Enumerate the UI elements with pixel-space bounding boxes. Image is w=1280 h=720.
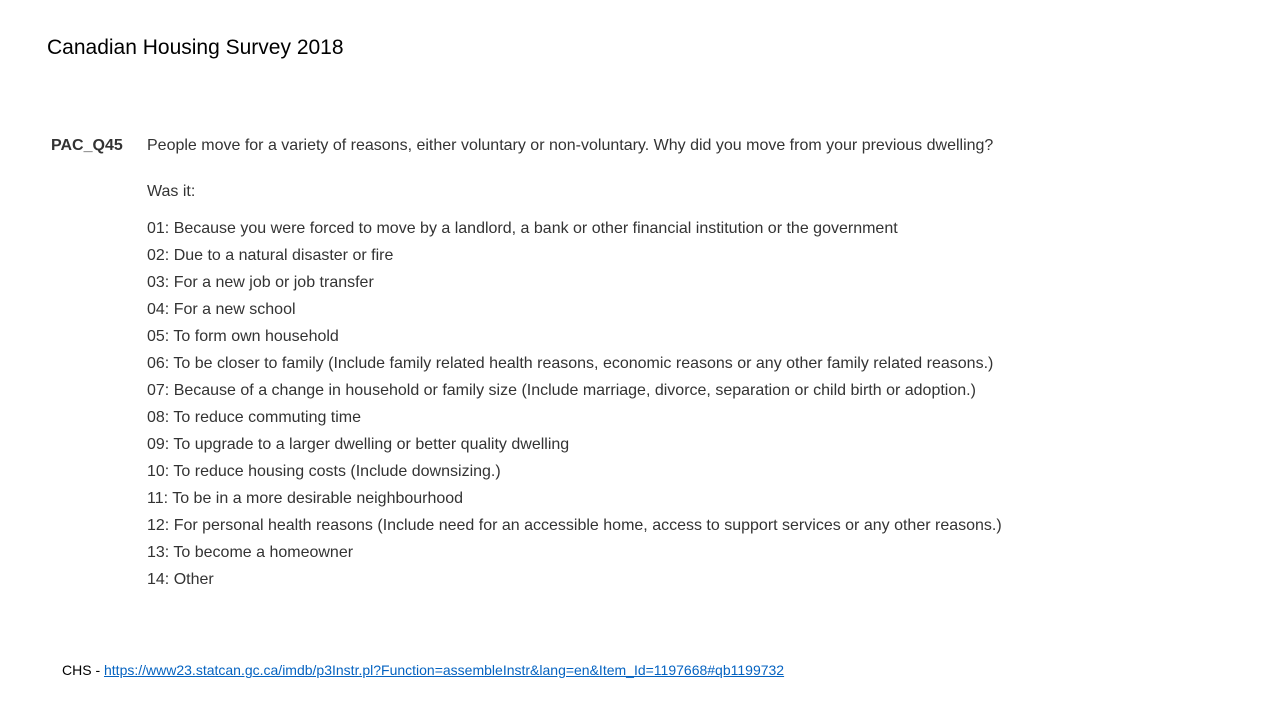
answer-option: 04: For a new school [147, 301, 296, 318]
source-link[interactable]: https://www23.statcan.gc.ca/imdb/p3Instr.pl?Function=assembleInstr&lang=en&Item_Id=1197668#qb1199732 [104, 662, 785, 678]
source-citation [62, 662, 784, 678]
answer-option: 09: To upgrade to a larger dwelling or better quality dwelling [147, 436, 570, 453]
answer-option: 06: To be closer to family (Include family related health reasons, economic reasons or any other family related reasons.) [147, 355, 994, 372]
answer-option: 07: Because of a change in household or family size (Include marriage, divorce, separation or child birth or adoption.) [147, 382, 976, 399]
answer-option: 01: Because you were forced to move by a landlord, a bank or other financial institution or the government [147, 220, 898, 237]
answer-option: 10: To reduce housing costs (Include downsizing.) [147, 463, 501, 480]
answer-options-list [147, 219, 1002, 597]
answer-option: 05: To form own household [147, 328, 339, 345]
answer-option: 02: Due to a natural disaster or fire [147, 247, 394, 264]
answer-option: 03: For a new job or job transfer [147, 274, 374, 291]
question-id: PAC_Q45 [51, 137, 123, 154]
answer-option: 11: To be in a more desirable neighbourhood [147, 490, 464, 507]
answer-option: 13: To become a homeowner [147, 544, 354, 561]
answer-option: 12: For personal health reasons (Include need for an accessible home, access to support services or any other reasons.) [147, 517, 1002, 534]
question-prompt: Was it: [147, 183, 196, 200]
answer-option: 14: Other [147, 571, 214, 588]
slide-title: Canadian Housing Survey 2018 [47, 36, 344, 59]
answer-option: 08: To reduce commuting time [147, 409, 362, 426]
source-prefix: CHS - [62, 662, 104, 678]
question-text: People move for a variety of reasons, either voluntary or non-voluntary. Why did you move from your previous dwelling? [147, 137, 994, 154]
